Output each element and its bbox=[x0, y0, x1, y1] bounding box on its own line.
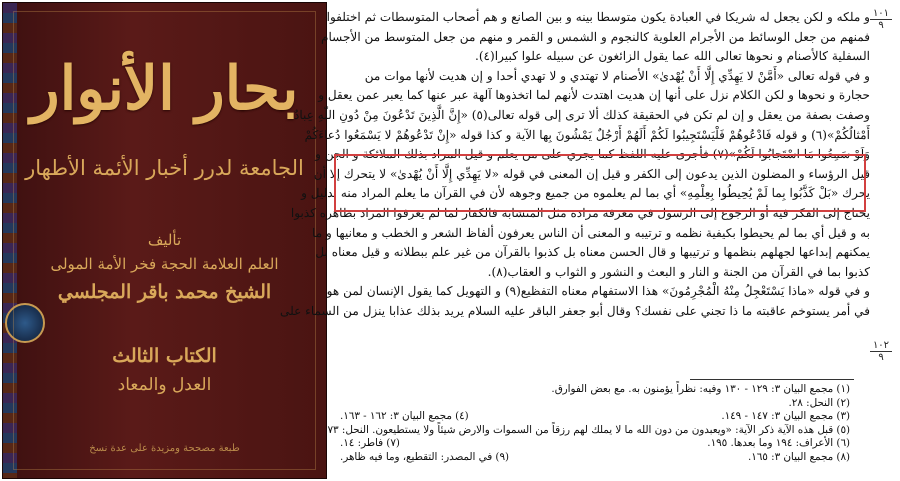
body-line: و في قوله تعالى «أَمَّنْ لا يَهِدِّي إِلَّا أَنْ يُهْدىٰ» الأصنام لا تهتدي و لا تهدي أحدا و إن هديت لأنها موات من bbox=[364, 68, 870, 83]
page-number-top-num: ١٠١ bbox=[872, 8, 890, 19]
cover-author-label: تأليف bbox=[147, 231, 182, 249]
body-line: في أمر يستوخم عاقبته ما ذا تجني على نفسك؟ وقال أبو جعفر الباقر عليه السلام يريد بذلك عذابا ينزل من السماء على bbox=[279, 303, 870, 318]
footnote: (٣) مجمع البيان ٣: ١٤٧ - ١٤٩. bbox=[721, 410, 850, 423]
footnote: (٨) مجمع البيان ٣: ١٦٥. bbox=[747, 450, 850, 463]
cover-title: بحار الأنوار bbox=[30, 54, 299, 124]
body-line: أَمْثالُكُمْ»(٦) و قوله فَادْعُوهُمْ فَلْيَسْتَجِيبُوا لَكُمْ أَلَهُمْ أَرْجُلٌ يَمْشُونَ بِها الآية و كذا قوله «إِنْ تَدْعُوهُمْ لا يَسْمَعُوا دُعاءَكُمْ bbox=[304, 127, 870, 142]
body-line: به و قيل أي بما لم يحيطوا بكيفية نظمه و ترتيبه و المعنى أن الناس يعرفون ألفاظ الشعر و الخطب و معانيها و ما bbox=[312, 225, 870, 240]
footnote-row bbox=[340, 383, 850, 397]
body-line: يمكنهم إبداعها لجهلهم بنظمها و ترتيبها و قال الحسن معناه بل كذبوا بالقرآن من غير علم ببطلانه و قيل معناه بل bbox=[315, 245, 870, 260]
footnote: (٥) قبل هذه الآية ذكر الآية: «ويعبدون من دون الله ما لا يملك لهم رزقاً من السموات والارض شيئاً ولا يستطيعون. النحل: ٧٣ bbox=[327, 423, 850, 436]
body-line: حجارة و نحوها و لكن الكلام نزل على أنها إن هديت اهتدت لأنهم لما اتخذوها آلهة عبر عنها كما يعبر عمن يعقل و bbox=[318, 88, 870, 103]
page-number-top bbox=[870, 8, 892, 31]
footnote-row bbox=[340, 410, 850, 424]
cover-volume-subtitle: العدل والمعاد bbox=[117, 375, 212, 395]
cover-subtitle: الجامعة لدرر أخبار الأئمة الأطهار bbox=[25, 156, 304, 180]
book-cover bbox=[2, 2, 327, 479]
body-line: و ملكه و لكن يجعل له شريكا في العبادة يكون متوسطا بينه و بين الصانع و هم أصحاب المتوسطات ثم اختلفوا bbox=[326, 10, 870, 24]
body-line: السفلية كالأصنام و نحوها تعالى الله عما يقول الزائغون عن سبيله علوا كبيرا(٤). bbox=[474, 49, 870, 64]
footnote-row bbox=[340, 437, 850, 451]
body-line-highlighted: قيل الرؤساء و المضلون الذين يدعون إلى الكفر و قيل إن المعنى في قوله «لا يَهِدِّي إِلَّا أَنْ يُهْدىٰ» لا يتحرك إلا أن bbox=[313, 166, 870, 181]
footnote: (٦) الأعراف: ١٩٤ وما بعدها. ١٩٥. bbox=[707, 437, 850, 450]
footnote-row bbox=[340, 451, 850, 465]
footnote: (٤) مجمع البيان ٣: ١٦٢ - ١٦٣. bbox=[340, 410, 469, 423]
body-line: يحتاج إلى الفكر فيه أو الرجوع إلى الرسول في معرفة مراده مثل المتشابه فالكفار لما لم يعرفوا المراد بظاهره كذبوا bbox=[290, 205, 870, 220]
body-line: وصفت بصفة من يعقل و إن لم تكن في الحقيقة كذلك ألا ترى إلى قوله تعالى(٥) «إِنَّ الَّذِينَ تَدْعُونَ مِنْ دُونِ اللّٰهِ عِبادٌ bbox=[293, 107, 870, 122]
page-number-middle-den: ٩ bbox=[870, 351, 892, 363]
body-line: و في قوله «ماذا يَسْتَعْجِلُ مِنْهُ الْمُجْرِمُونَ» هذا الاستفهام معناه التفظيع(٩) و التهويل كما يقول الإنسان لمن هو bbox=[326, 284, 870, 299]
body-text bbox=[279, 8, 870, 322]
page-number-top-den: ٩ bbox=[870, 19, 892, 31]
body-line-highlighted: وَلَوْ سَمِعُوا مَا اسْتَجابُوا لَكُمْ»(٧) فأجرى عليه اللفظ كما يجري على من يعلم و قيل المراد بذلك الملائكة و الجن و bbox=[315, 147, 870, 162]
footnote: (٢) النحل: ٢٨. bbox=[788, 396, 850, 409]
text-page bbox=[279, 2, 898, 479]
cover-author-line1: العلم العلامة الحجة فخر الأمة المولى bbox=[50, 255, 279, 273]
body-line: يحرك «بَلْ كَذَّبُوا بِما لَمْ يُحِيطُوا بِعِلْمِهِ» أي بما لم يعلموه من جميع وجوهه لأن في القرآن ما يعلم المراد منه بدليل و bbox=[301, 186, 870, 201]
page-number-middle bbox=[870, 340, 892, 363]
page-number-middle-num: ١٠٢ bbox=[872, 340, 890, 351]
footnotes bbox=[327, 383, 850, 465]
footnote: (٧) فاطر: ١٤. bbox=[340, 437, 400, 450]
footnote-divider bbox=[690, 379, 854, 380]
body-line: فمنهم من جعل الوسائط من الأجرام العلوية كالنجوم و الشمس و القمر و منهم من جعل المتوسط من الأجسام bbox=[320, 29, 870, 44]
cover-volume: الكتاب الثالث bbox=[112, 345, 217, 367]
cover-author-name: الشيخ محمد باقر المجلسي bbox=[57, 281, 272, 303]
cover-publisher: طبعة مصححة ومزيدة على عدة نسخ bbox=[89, 443, 240, 454]
footnote-row bbox=[340, 397, 850, 411]
footnote: (٩) في المصدر: التقطيع، وما فيه ظاهر. bbox=[340, 450, 510, 463]
body-line: كذبوا بما في القرآن من الجنة و النار و البعث و النشور و الثواب و العقاب(٨). bbox=[487, 264, 870, 279]
footnote: (١) مجمع البيان ٣: ١٢٩ - ١٣٠ وفيه: نظراً يؤمنون به. مع بعض الفوارق. bbox=[551, 383, 850, 395]
